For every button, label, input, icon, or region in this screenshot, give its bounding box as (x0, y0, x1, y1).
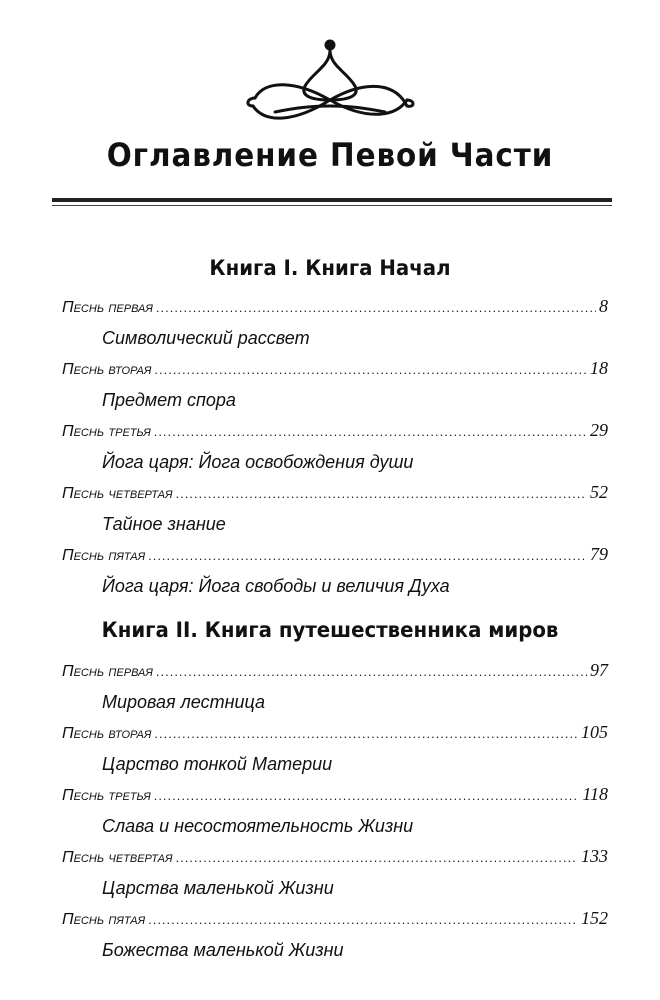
book-1-title: Книга I. Книга Начал (209, 256, 451, 280)
page-number: 118 (582, 784, 608, 804)
page-number: 79 (590, 544, 608, 564)
song-title: Песнь вторая (62, 725, 152, 742)
dot-leader (156, 300, 596, 315)
toc-entry[interactable] (62, 544, 608, 604)
dot-leader (154, 788, 580, 803)
page-number: 152 (581, 908, 608, 928)
song-title: Песнь первая (62, 663, 153, 680)
decorative-ornament-icon (235, 36, 425, 126)
song-subtitle: Йога царя: Йога освобождения души (102, 452, 414, 472)
song-subtitle: Йога царя: Йога свободы и величия Духа (102, 576, 450, 596)
book-2-title: Книга II. Книга путешественника миров (101, 618, 559, 642)
toc-entry[interactable] (62, 296, 608, 356)
dot-leader (148, 912, 578, 927)
dot-leader (148, 548, 587, 563)
song-title: Песнь пятая (62, 547, 146, 564)
dot-leader (154, 726, 578, 741)
song-title: Песнь первая (62, 299, 153, 316)
dot-leader (154, 424, 587, 439)
page-number: 133 (581, 846, 608, 866)
title-divider-thick (52, 198, 612, 202)
page-number: 97 (590, 660, 608, 680)
toc-entry[interactable] (62, 660, 608, 720)
song-subtitle: Слава и несостоятельность Жизни (102, 816, 414, 836)
page-number: 105 (581, 722, 608, 742)
song-subtitle: Царства маленькой Жизни (102, 878, 334, 898)
song-title: Песнь третья (62, 423, 151, 440)
page-number: 29 (590, 420, 608, 440)
toc-entry[interactable] (62, 358, 608, 418)
dot-leader (175, 850, 578, 865)
page-number: 18 (590, 358, 608, 378)
toc-entry[interactable] (62, 482, 608, 542)
dot-leader (154, 362, 587, 377)
song-subtitle: Царство тонкой Материи (102, 754, 333, 774)
song-subtitle: Божества маленькой Жизни (102, 940, 344, 960)
toc-entry[interactable] (62, 846, 608, 906)
toc-entry[interactable] (62, 784, 608, 844)
dot-leader (175, 486, 587, 501)
song-subtitle: Мировая лестница (102, 692, 266, 712)
song-title: Песнь пятая (62, 911, 146, 928)
song-title: Песнь четвертая (62, 849, 173, 866)
toc-entry[interactable] (62, 908, 608, 968)
dot-leader (156, 664, 587, 679)
page-title: Оглавление Певой Части (106, 136, 554, 174)
song-title: Песнь вторая (62, 361, 152, 378)
song-subtitle: Тайное знание (102, 514, 226, 534)
song-title: Песнь третья (62, 787, 151, 804)
toc-entry[interactable] (62, 420, 608, 480)
song-subtitle: Символический рассвет (102, 328, 310, 348)
toc-entry[interactable] (62, 722, 608, 782)
song-subtitle: Предмет спора (102, 390, 236, 410)
title-divider-thin (52, 205, 612, 206)
page-number: 52 (590, 482, 608, 502)
page-number: 8 (599, 296, 608, 316)
song-title: Песнь четвертая (62, 485, 173, 502)
